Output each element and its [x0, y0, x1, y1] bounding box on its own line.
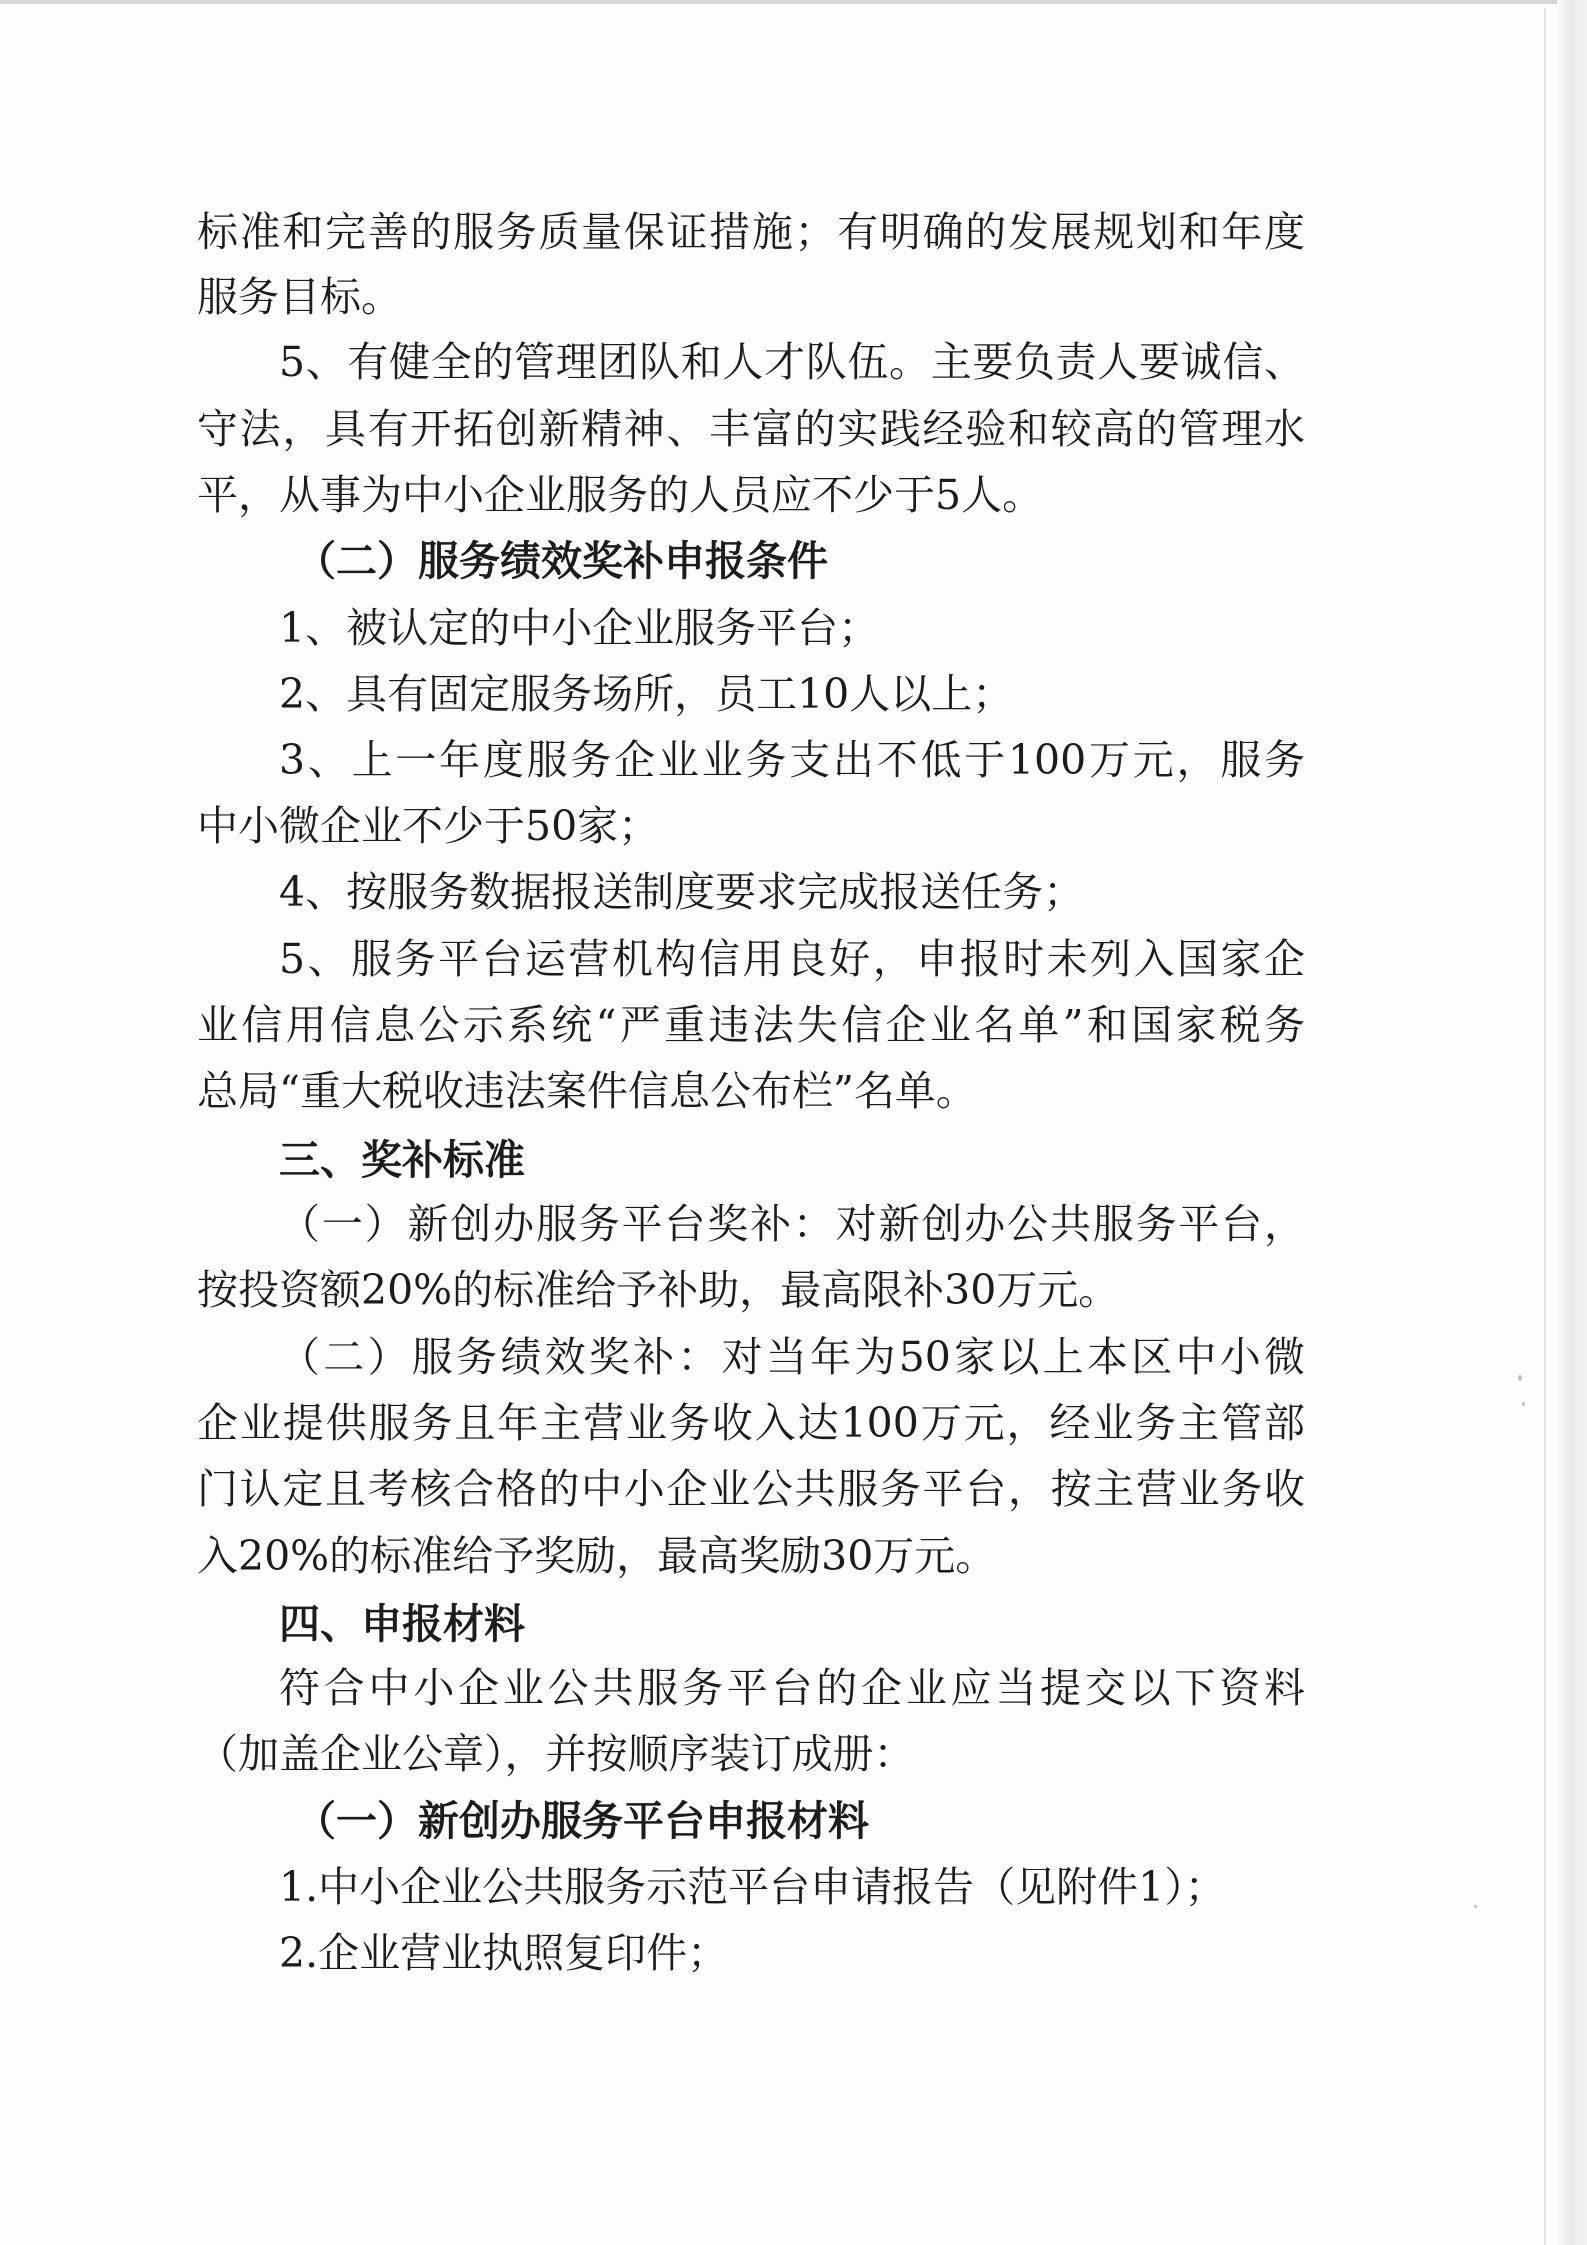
paragraph-line: 4、按服务数据报送制度要求完成报送任务；	[279, 868, 1085, 916]
paragraph-line: （二）服务绩效奖补：对当年为50家以上本区中小微	[279, 1333, 1305, 1381]
paragraph-line: 按投资额20%的标准给予补助，最高限补30万元。	[197, 1266, 1120, 1314]
paragraph-line: （一）新创办服务平台奖补：对新创办公共服务平台，	[279, 1200, 1305, 1248]
paragraph-line: 3、上一年度服务企业业务支出不低于100万元，服务	[279, 736, 1305, 784]
paragraph-line: 1、被认定的中小企业服务平台；	[279, 604, 880, 652]
scan-top-edge	[0, 0, 1587, 4]
paragraph-line: 2、具有固定服务场所，员工10人以上；	[279, 670, 1014, 718]
paragraph-line: 1.中小企业公共服务示范平台申请报告（见附件1）；	[279, 1863, 1226, 1911]
paragraph-line: 守法，具有开拓创新精神、丰富的实践经验和较高的管理水	[197, 405, 1305, 453]
scan-speck	[1474, 1905, 1477, 1908]
paragraph-line: 门认定且考核合格的中小企业公共服务平台，按主营业务收	[197, 1465, 1305, 1513]
scan-right-line	[1544, 8, 1546, 2245]
section-heading: 三、奖补标准	[279, 1136, 525, 1184]
paragraph-line: 服务目标。	[197, 273, 402, 321]
paragraph-line: 中小微企业不少于50家；	[197, 802, 660, 850]
paragraph-line: 入20%的标准给予奖励，最高奖励30万元。	[197, 1532, 997, 1580]
scan-speck	[1522, 1402, 1525, 1406]
paragraph-line: 符合中小企业公共服务平台的企业应当提交以下资料	[279, 1664, 1305, 1712]
paragraph-line: 业信用信息公示系统“严重违法失信企业名单”和国家税务	[197, 1001, 1305, 1049]
paragraph-line: （加盖企业公章），并按顺序装订成册：	[197, 1730, 915, 1778]
paragraph-line: 总局“重大税收违法案件信息公布栏”名单。	[197, 1067, 977, 1115]
paragraph-line: 2.企业营业执照复印件；	[279, 1929, 729, 1977]
paragraph-line: 企业提供服务且年主营业务收入达100万元，经业务主管部	[197, 1399, 1305, 1447]
sub-heading: （二）服务绩效奖补申报条件	[295, 537, 828, 585]
scan-speck	[1518, 1375, 1522, 1381]
scan-right-edge	[1557, 0, 1587, 2245]
section-heading: 四、申报材料	[279, 1600, 525, 1648]
paragraph-line: 5、服务平台运营机构信用良好，申报时未列入国家企	[279, 935, 1305, 983]
sub-heading: （一）新创办服务平台申报材料	[295, 1797, 869, 1845]
paragraph-line: 5、有健全的管理团队和人才队伍。主要负责人要诚信、	[279, 338, 1305, 386]
paragraph-line: 标准和完善的服务质量保证措施；有明确的发展规划和年度	[197, 208, 1305, 256]
paragraph-line: 平，从事为中小企业服务的人员应不少于5人。	[197, 471, 1044, 519]
